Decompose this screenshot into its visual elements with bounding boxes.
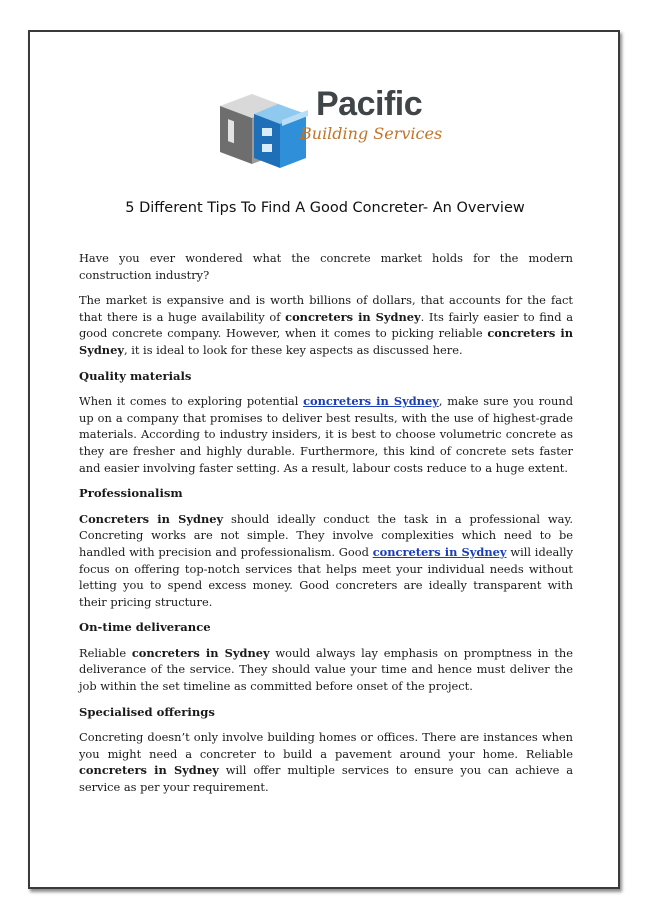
section-paragraph-professionalism: Concreters in Sydney should ideally conduct the task in a professional way. Concreting works are not simple. They involve complexities which need to be handled with precision and professionalism. Good concreters in Sydney will ideally focus on offering top-notch services that helps meet your individual needs without letting you to spend excess money. Good concreters are ideally transparent with their pricing structure. — [79, 511, 573, 609]
company-logo — [214, 84, 444, 170]
intro-paragraph-2: The market is expansive and is worth billions of dollars, that accounts for the fact that there is a huge availability of concreters in Sydney. Its fairly easier to find a good concrete company. However, when it comes to picking reliable concreters in Sydney, it is ideal to look for these key aspects as discussed here. — [79, 293, 573, 357]
keyword-bold: Concreters in Sydney — [79, 511, 224, 526]
section-heading-quality: Quality materials — [79, 368, 192, 383]
section-paragraph-quality: When it comes to exploring potential concreters in Sydney, make sure you round up on a company that promises to deliver best results, with the use of highest-grade materials. According to industry insiders, it is best to choose volumetric concrete as they are fresher and highly durable. Furthermore, this kind of concrete sets faster and easier involving faster setting. As a result, labour costs reduce to a huge extent. — [79, 394, 573, 475]
keyword-bold: concreters in Sydney — [285, 309, 421, 324]
keyword-link[interactable]: concreters in Sydney — [303, 394, 439, 409]
building-blocks-icon — [214, 84, 314, 170]
brand-tagline: Building Services — [300, 124, 443, 143]
keyword-link[interactable]: concreters in Sydney — [372, 544, 507, 559]
keyword-bold: concreters in Sydney — [131, 645, 270, 660]
keyword-bold: concreters in Sydney — [79, 763, 219, 778]
article-body — [79, 250, 573, 805]
intro-paragraph-1: Have you ever wondered what the concrete market holds for the modern construction industry? — [79, 251, 573, 282]
keyword-bold: concreters in Sydney — [79, 326, 573, 357]
section-heading-specialised: Specialised offerings — [79, 704, 215, 719]
section-paragraph-ontime: Reliable concreters in Sydney would always lay emphasis on promptness in the deliverance of the service. They should value your time and hence must deliver the job within the set timeline as committed before onset of the project. — [79, 645, 574, 694]
section-heading-professionalism: Professionalism — [79, 486, 183, 501]
brand-name: Pacific — [316, 85, 423, 123]
page-title: 5 Different Tips To Find A Good Concreter- An Overview — [125, 200, 525, 216]
section-paragraph-specialised: Concreting doesn’t only involve building homes or offices. There are instances when you might need a concreter to build a pavement around your home. Reliable concreters in Sydney will offer multiple services to ensure you can achieve a service as per your requirement. — [79, 730, 573, 795]
section-heading-ontime: On-time deliverance — [79, 620, 211, 635]
